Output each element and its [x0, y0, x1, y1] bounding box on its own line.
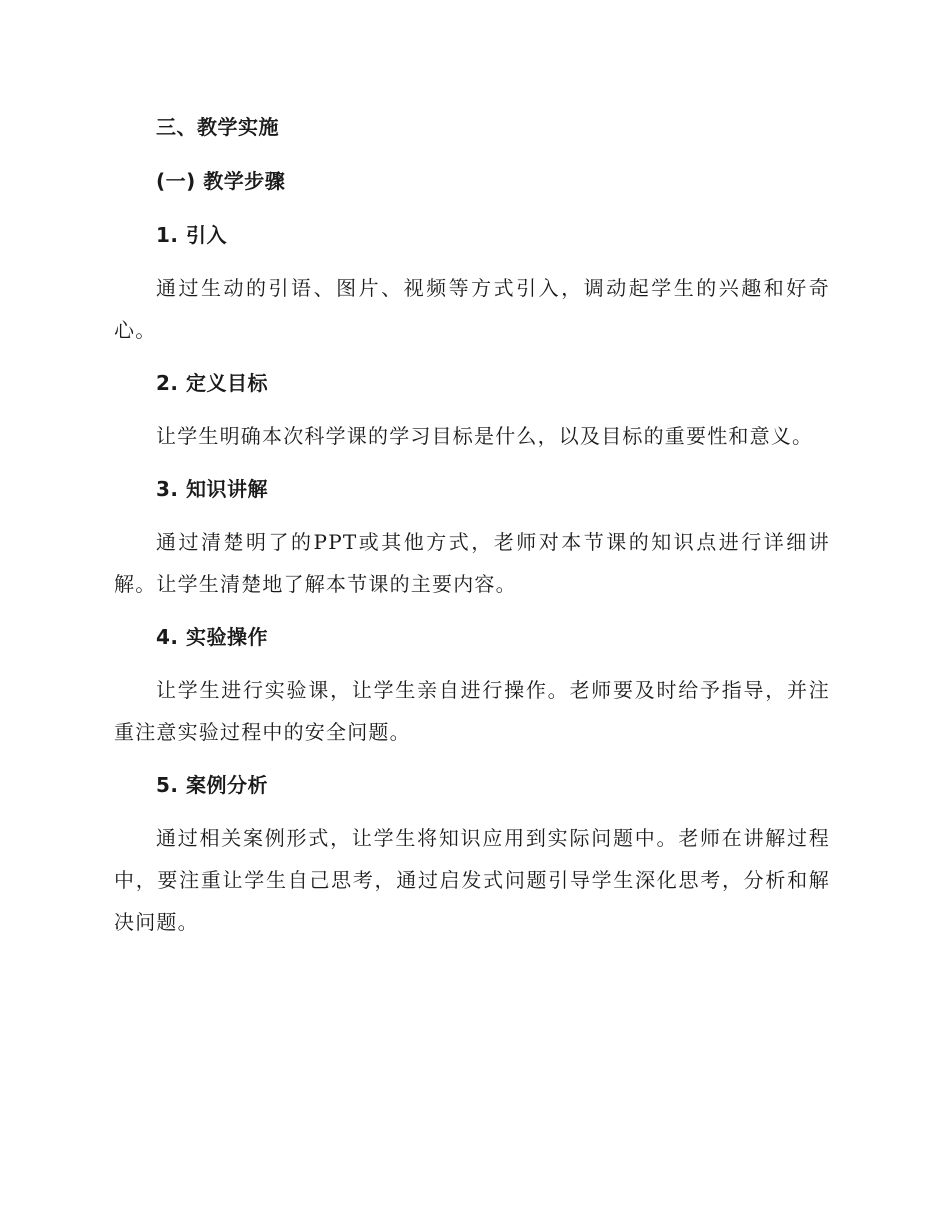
subsection-title: (一) 教学步骤 — [156, 169, 286, 193]
step-title: 4. 实验操作 — [156, 625, 268, 649]
step-5 — [114, 768, 830, 943]
step-2 — [114, 366, 830, 457]
section-title: 三、教学实施 — [156, 115, 279, 139]
step-4 — [114, 620, 830, 753]
step-3 — [114, 472, 830, 605]
step-text: 让学生进行实验课，让学生亲自进行操作。老师要及时给予指导，并注重注意实验过程中的安全问题。 — [114, 678, 830, 744]
step-text: 让学生明确本次科学课的学习目标是什么，以及目标的重要性和意义。 — [156, 424, 814, 448]
step-text: 通过相关案例形式，让学生将知识应用到实际问题中。老师在讲解过程中，要注重让学生自己思考，通过启发式问题引导学生深化思考，分析和解决问题。 — [114, 826, 830, 934]
step-text: 通过生动的引语、图片、视频等方式引入，调动起学生的兴趣和好奇心。 — [114, 276, 830, 342]
step-title: 3. 知识讲解 — [156, 477, 268, 501]
step-title: 1. 引入 — [156, 223, 227, 247]
step-title: 2. 定义目标 — [156, 371, 268, 395]
step-text: 通过清楚明了的PPT或其他方式，老师对本节课的知识点进行详细讲解。让学生清楚地了解本节课的主要内容。 — [114, 530, 830, 596]
step-1 — [114, 218, 830, 351]
step-title: 5. 案例分析 — [156, 773, 268, 797]
